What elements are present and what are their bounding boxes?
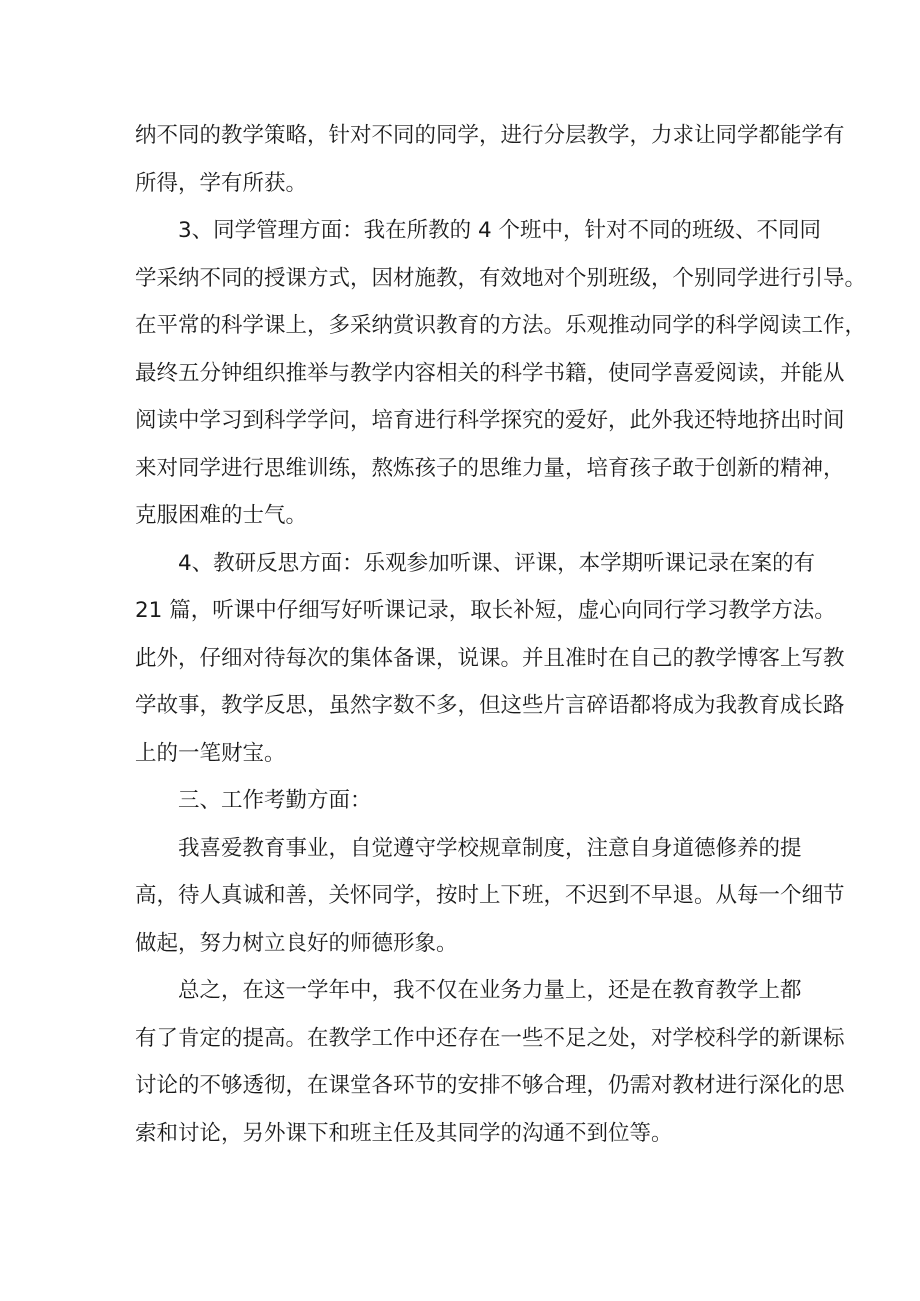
text-line: 21 篇，听课中仔细写好听课记录，取长补短，虚心向同行学习教学方法。 — [135, 598, 836, 623]
text-line: 3、同学管理方面：我在所教的 4 个班中，针对不同的班级、不同同 — [178, 218, 822, 243]
text-line: 学采纳不同的授课方式，因材施教，有效地对个别班级，个别同学进行引导。 — [135, 265, 867, 291]
text-line: 做起，努力树立良好的师德形象。 — [135, 930, 458, 956]
text-line: 最终五分钟组织推举与教学内容相关的科学书籍，使同学喜爱阅读，并能从 — [135, 360, 845, 386]
paragraph-summary — [135, 967, 845, 1157]
paragraph-student-management — [135, 207, 867, 540]
text-line: 来对同学进行思维训练，熬炼孩子的思维力量，培育孩子敢于创新的精神， — [135, 455, 845, 481]
section-heading-attendance — [135, 777, 795, 825]
text-line: 我喜爱教育事业，自觉遵守学校规章制度，注意自身道德修养的提 — [178, 835, 802, 861]
paragraph-research-reflection — [135, 540, 845, 778]
text-line: 此外，仔细对待每次的集体备课，说课。并且准时在自己的教学博客上写教 — [135, 645, 845, 671]
text-line: 上的一笔财宝。 — [135, 740, 286, 766]
text-line: 高，待人真诚和善，关怀同学，按时上下班，不迟到不早退。从每一个细节 — [135, 883, 845, 908]
text-line: 索和讨论，另外课下和班主任及其同学的沟通不到位等。 — [135, 1120, 673, 1146]
text-line: 4、教研反思方面：乐观参加听课、评课，本学期听课记录在案的有 — [178, 550, 816, 576]
text-line: 学故事，教学反思，虽然字数不多，但这些片言碎语都将成为我教育成长路 — [135, 693, 845, 718]
text-line: 所得，学有所获。 — [135, 170, 308, 196]
text-line: 讨论的不够透彻，在课堂各环节的安排不够合理，仍需对教材进行深化的思 — [135, 1073, 845, 1098]
text-line: 纳不同的教学策略，针对不同的同学，进行分层教学，力求让同学都能学有 — [135, 123, 845, 148]
document-body — [135, 112, 867, 1157]
text-line: 有了肯定的提高。在教学工作中还存在一些不足之处，对学校科学的新课标 — [135, 1025, 845, 1051]
paragraph-teaching-strategy — [135, 112, 845, 207]
text-line: 总之，在这一学年中，我不仅在业务力量上，还是在教育教学上都 — [178, 978, 802, 1003]
paragraph-attendance — [135, 825, 845, 968]
text-line: 在平常的科学课上，多采纳赏识教育的方法。乐观推动同学的科学阅读工作， — [135, 313, 867, 338]
text-line: 三、工作考勤方面： — [178, 788, 372, 813]
text-line: 克服困难的士气。 — [135, 503, 308, 528]
text-line: 阅读中学习到科学学问，培育进行科学探究的爱好，此外我还特地挤出时间 — [135, 408, 845, 433]
